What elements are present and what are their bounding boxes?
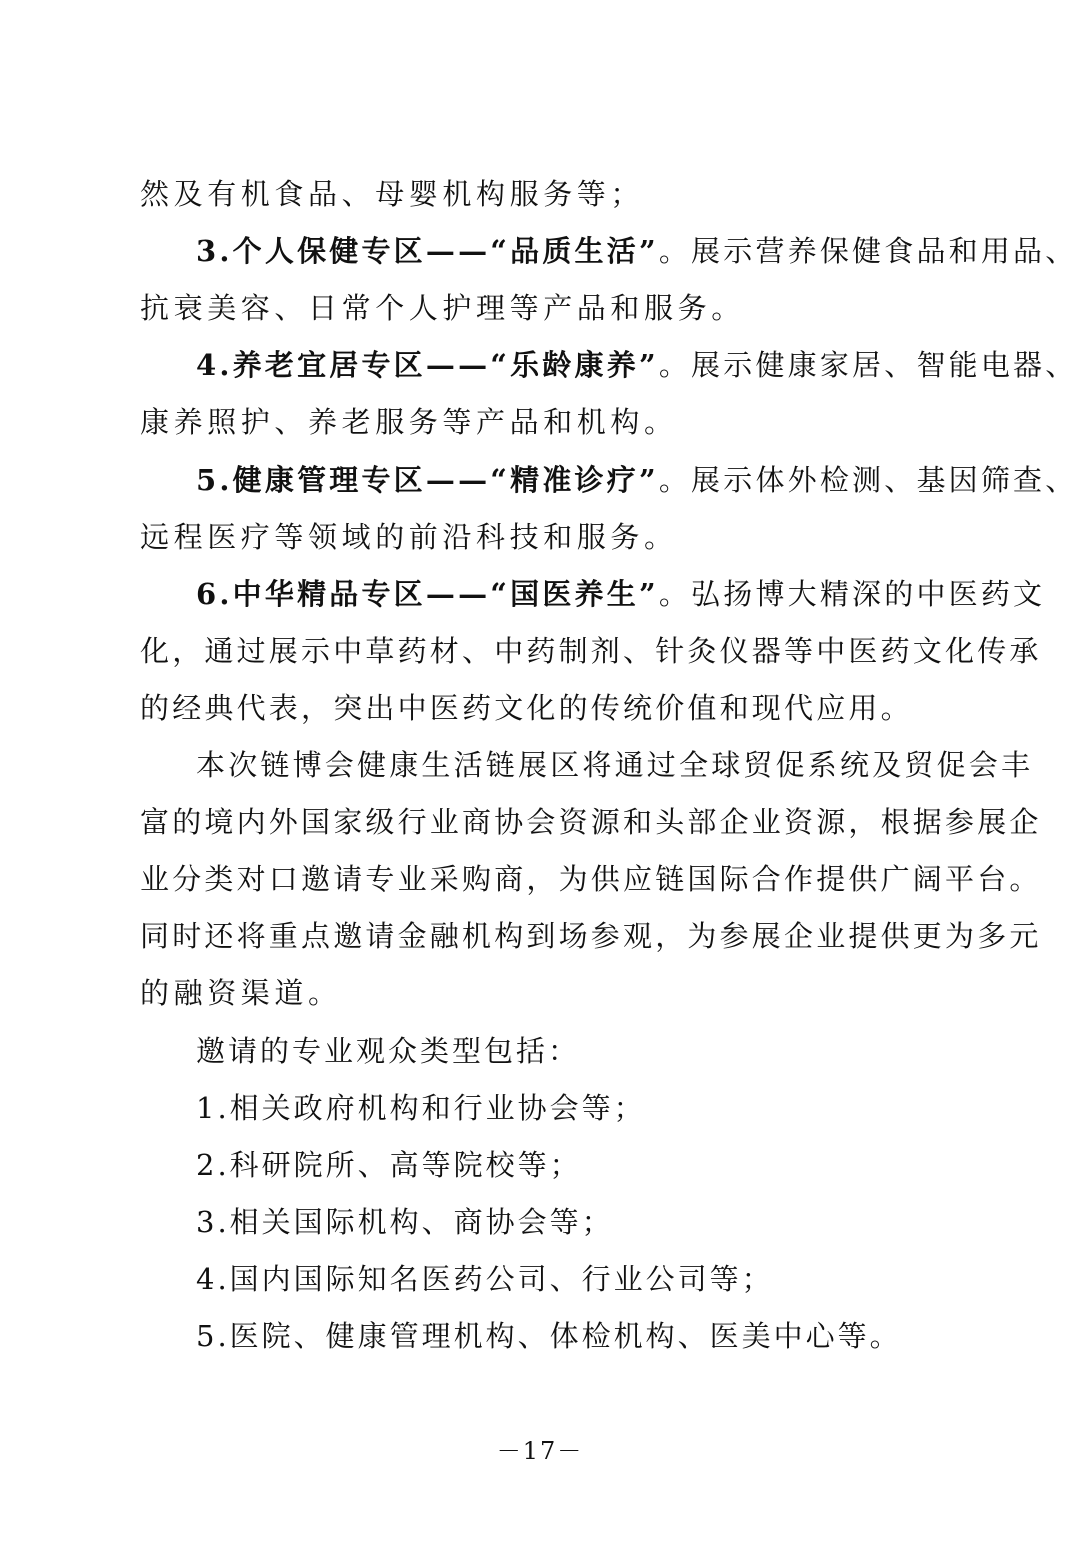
zone-3-line-2	[140, 288, 960, 328]
line-text: 化，通过展示中草药材、中药制剂、针灸仪器等中医药文化传承	[140, 634, 1042, 668]
line-text: 远程医疗等领域的前沿科技和服务。	[140, 520, 678, 554]
zone-6-line	[196, 574, 1046, 614]
line-text: 3.相关国际机构、商协会等；	[196, 1205, 614, 1239]
line-text: 邀请的专业观众类型包括：	[196, 1034, 581, 1068]
zone-6-heading: 6.中华精品专区——“国医养生”	[196, 577, 659, 611]
line-text: 的经典代表，突出中医药文化的传统价值和现代应用。	[140, 691, 913, 725]
zone-3-text: 。展示营养保健食品和用品、	[658, 234, 1078, 268]
line-text: 康养照护、养老服务等产品和机构。	[140, 405, 678, 439]
procurement-paragraph-line-3	[140, 859, 1042, 899]
procurement-paragraph-line-2	[140, 802, 1042, 842]
line-text: 5.医院、健康管理机构、体检机构、医美中心等。	[196, 1319, 902, 1353]
line-text: 抗衰美容、日常个人护理等产品和服务。	[140, 291, 745, 325]
zone-6-text: 。弘扬博大精深的中医药文	[658, 577, 1046, 611]
procurement-paragraph-line-5	[140, 973, 960, 1013]
line-text: 2.科研院所、高等院校等；	[196, 1148, 582, 1182]
zone-4-line	[196, 345, 1078, 385]
zone-3-heading: 3.个人保健专区——“品质生活”	[196, 234, 659, 268]
zone-3-line	[196, 231, 1078, 271]
audience-item-2	[196, 1145, 960, 1185]
audience-item-1	[196, 1088, 960, 1128]
zone-5-line	[196, 460, 1078, 500]
line-text: 同时还将重点邀请金融机构到场参观，为参展企业提供更为多元	[140, 919, 1042, 953]
line-text: 的融资渠道。	[140, 976, 342, 1010]
line-text: 4.国内国际知名医药公司、行业公司等；	[196, 1262, 774, 1296]
line-text: 富的境内外国家级行业商协会资源和头部企业资源，根据参展企	[140, 805, 1042, 839]
audience-item-5	[196, 1316, 960, 1356]
procurement-paragraph-line-4	[140, 916, 1042, 956]
audience-item-4	[196, 1259, 960, 1299]
zone-5-heading: 5.健康管理专区——“精准诊疗”	[196, 463, 659, 497]
audience-item-3	[196, 1202, 960, 1242]
zone-4-text: 。展示健康家居、智能电器、	[658, 348, 1078, 382]
zone-5-line-2	[140, 517, 960, 557]
audience-intro	[196, 1031, 960, 1071]
line-text: 然及有机食品、母婴机构服务等；	[140, 177, 645, 211]
procurement-paragraph-line-1	[196, 745, 1034, 785]
zone-4-line-2	[140, 402, 960, 442]
line-text: 本次链博会健康生活链展区将通过全球贸促系统及贸促会丰	[196, 748, 1034, 782]
zone-4-heading: 4.养老宜居专区——“乐龄康养”	[196, 348, 659, 382]
zone-6-line-2	[140, 631, 1042, 671]
zone-6-line-3	[140, 688, 960, 728]
paragraph-continuation-line	[140, 174, 960, 214]
line-text: 1.相关政府机构和行业协会等；	[196, 1091, 646, 1125]
page-number: －17－	[496, 1437, 584, 1465]
line-text: 业分类对口邀请专业采购商，为供应链国际合作提供广阔平台。	[140, 862, 1042, 896]
zone-5-text: 。展示体外检测、基因筛查、	[658, 463, 1078, 497]
